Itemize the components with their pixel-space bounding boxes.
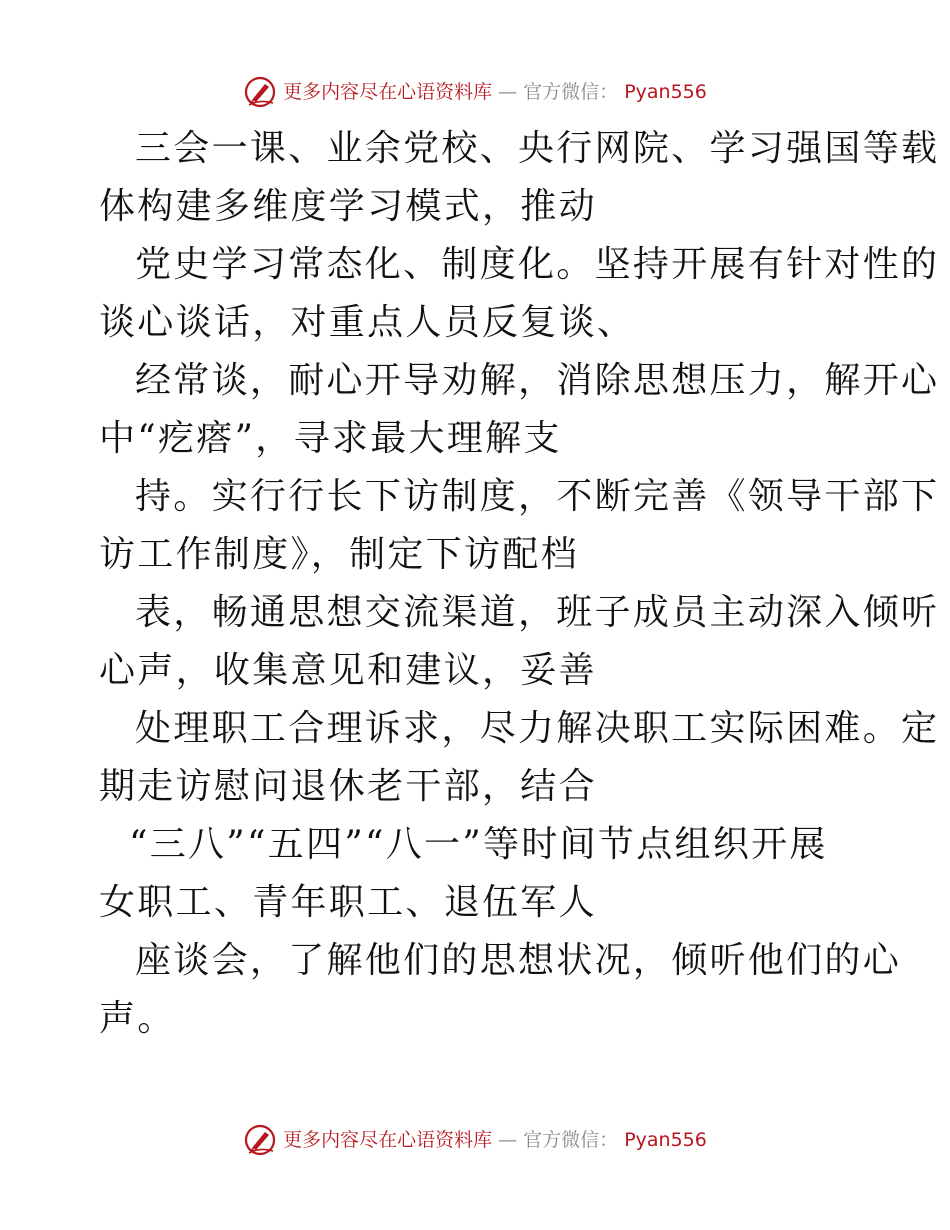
footer-watermark [0,1120,950,1160]
watermark-wechat-id: Pyan556 [624,1128,707,1151]
watermark-wechat-id: Pyan556 [624,80,707,103]
text-line: 持。实行行长下访制度，不断完善《领导干部下 [135,476,940,517]
text-line: 心声，收集意见和建议，妥善 [99,650,597,691]
watermark-text: 更多内容尽在心语资料库 [283,80,493,103]
quill-pen-logo-icon [243,75,277,109]
text-line: 访工作制度》，制定下访配档 [99,534,579,575]
watermark-text: 更多内容尽在心语资料库 [283,1128,493,1151]
text-line: 党史学习常态化、制度化。坚持开展有针对性的 [135,244,940,285]
header-watermark [0,72,950,112]
quill-pen-logo-icon [243,1123,277,1157]
text-line: 谈心谈话，对重点人员反复谈、 [99,302,636,343]
text-line: 中“疙瘩”，寻求最大理解支 [99,418,562,459]
watermark-dash: — [498,1128,518,1151]
document-body [99,120,940,1048]
text-line: 体构建多维度学习模式，推动 [99,186,597,227]
text-line: 表，畅通思想交流渠道，班子成员主动深入倾听 [135,592,940,633]
text-line: 声。 [99,998,176,1039]
text-line: 座谈会，了解他们的思想状况，倾听他们的心 [135,940,902,981]
text-line: 三会一课、业余党校、央行网院、学习强国等载 [135,128,940,169]
text-line: 期走访慰问退休老干部，结合 [99,766,597,807]
text-line: “三八”“五四”“八一”等时间节点组织开展 [129,824,828,865]
text-line: 经常谈，耐心开导劝解，消除思想压力，解开心 [135,360,940,401]
text-line: 女职工、青年职工、退伍军人 [99,882,597,923]
text-line: 处理职工合理诉求，尽力解决职工实际困难。定 [135,708,940,749]
watermark-official-label: 官方微信： [523,1128,619,1151]
watermark-official-label: 官方微信： [523,80,619,103]
watermark-dash: — [498,80,518,103]
